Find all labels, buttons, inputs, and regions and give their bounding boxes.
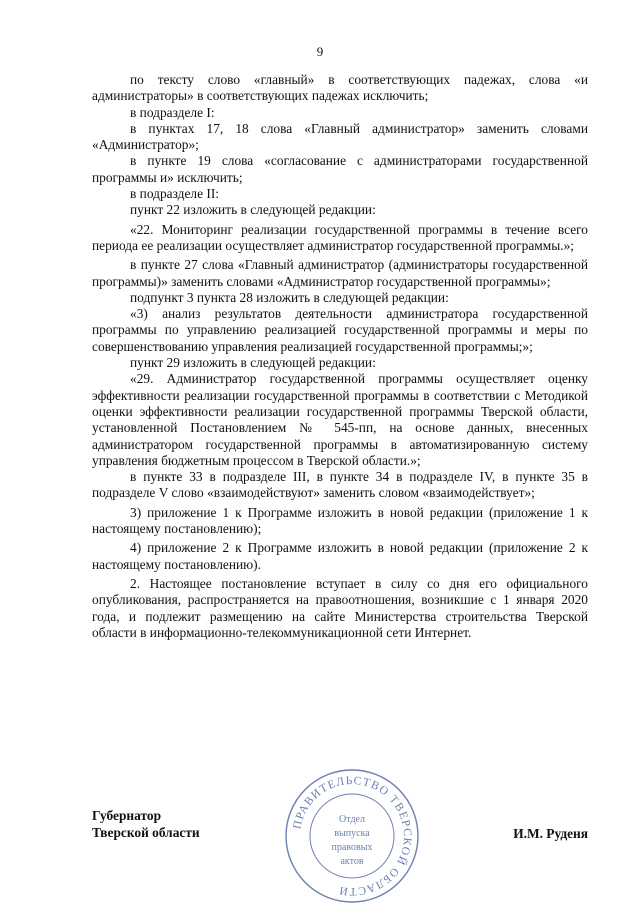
paragraph: 2. Настоящее постановление вступает в силу со дня его официального опубликования, распространяется на правоотношения, возникшие с 1 января 2020 года, и подлежит размещению на сайте Министерства строительства Тверской области в информационно-телекоммуникационной сети Интернет. [92, 575, 588, 640]
svg-text:правовых: правовых [331, 842, 373, 853]
paragraph: в пункте 19 слова «согласование с администраторами государственной программы и» исключить; [92, 153, 588, 185]
signer-title [92, 807, 200, 841]
svg-text:ПРАВИТЕЛЬСТВО ТВЕРСКОЙ ОБЛАСТИ: ПРАВИТЕЛЬСТВО ТВЕРСКОЙ ОБЛАСТИ [291, 774, 414, 898]
paragraph: 3) приложение 1 к Программе изложить в новой редакции (приложение 1 к настоящему постановлению); [92, 504, 588, 537]
paragraph: пункт 29 изложить в следующей редакции: [130, 355, 376, 371]
paragraph: «3) анализ результатов деятельности администратора государственной программы по управлению реализацией государственной программы и меры по совершенствованию управления реализацией государственной программы;»; [92, 306, 588, 354]
paragraph: в подразделе II: [130, 186, 220, 202]
document-body [92, 72, 588, 641]
paragraph: в пунктах 17, 18 слова «Главный администратор» заменить словами «Администратор»; [92, 120, 588, 153]
paragraph: подпункт 3 пункта 28 изложить в следующей редакции: [130, 289, 449, 305]
svg-text:выпуска: выпуска [334, 828, 370, 839]
paragraph: пункт 22 изложить в следующей редакции: [130, 202, 376, 218]
official-stamp [282, 766, 422, 906]
signer-title-line: Губернатор [92, 808, 162, 823]
svg-text:Отдел: Отдел [339, 814, 365, 825]
signer-title-line: Тверской области [92, 825, 200, 840]
stamp-seal-icon [282, 766, 422, 906]
paragraph: в пункте 33 в подразделе III, в пункте 34 в подразделе IV, в пункте 35 в подразделе V слово «взаимодействуют» заменить словом «взаимодействует»; [92, 469, 588, 501]
paragraph: 4) приложение 2 к Программе изложить в новой редакции (приложение 2 к настоящему постановлению). [92, 540, 588, 572]
paragraph: в подразделе I: [130, 104, 215, 120]
svg-text:актов: актов [340, 856, 364, 867]
signer-name: И.М. Руденя [513, 826, 588, 841]
paragraph: «29. Администратор государственной программы осуществляет оценку эффективности реализации государственной программы в соответствии с Методикой оценки эффективности реализации государственной программы Тверской области, установленной Постановлением № 545-пп, на основе данных, внесенных администратором государственной программы в автоматизированную систему управления бюджетным процессом в Тверской области.»; [92, 371, 588, 468]
paragraph: по тексту слово «главный» в соответствующих падежах, слова «и администраторы» в соответствующих падежах исключить; [92, 72, 588, 104]
page-number: 9 [316, 44, 324, 59]
paragraph: в пункте 27 слова «Главный администратор (администраторы государственной программы)» заменить словами «Администратор государственной программы»; [92, 257, 588, 289]
paragraph: «22. Мониторинг реализации государственной программы в течение всего периода ее реализации осуществляет администратор государственной программы.»; [92, 221, 588, 253]
